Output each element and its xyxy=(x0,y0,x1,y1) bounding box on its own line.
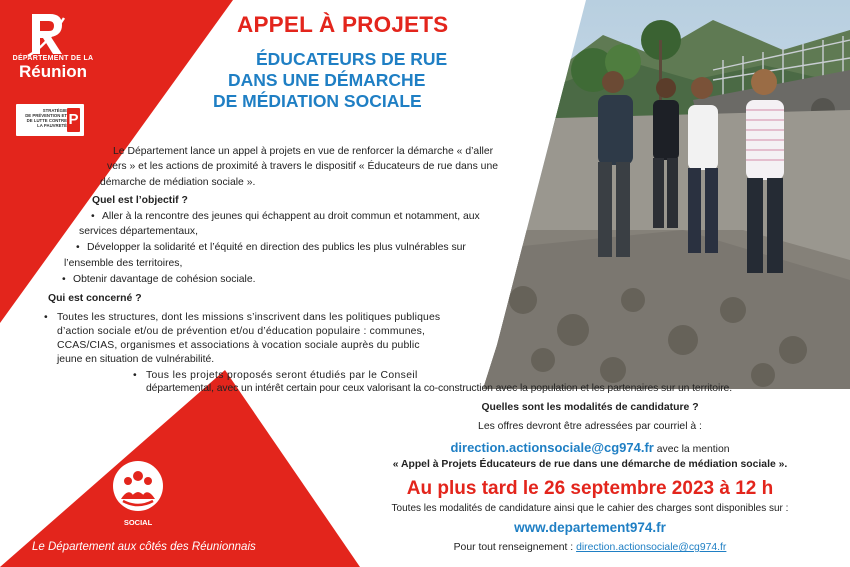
street-educators-photo xyxy=(483,0,850,389)
application-deadline: Au plus tard le 26 septembre 2023 à 12 h xyxy=(406,478,774,499)
departement-r-logo-icon xyxy=(26,10,66,58)
page-title: APPEL À PROJETS xyxy=(237,12,449,37)
bullet-icon: • xyxy=(91,211,95,222)
intro-line-2: vers » et les actions de proximité à travers le dispositif « Éducateurs de rue dans une xyxy=(107,161,499,172)
tagline: Le Département aux côtés des Réunionnais xyxy=(32,541,256,553)
application-heading: Quelles sont les modalités de candidature ? xyxy=(481,402,699,413)
social-family-icon xyxy=(113,461,163,511)
application-line-1: Les offres devront être adressées par courriel à : xyxy=(478,421,702,432)
concerned-item-1-line-4: jeune en situation de vulnérabilité. xyxy=(57,354,215,365)
objective-heading: Quel est l’objectif ? xyxy=(92,195,188,206)
badge-p-mark: P xyxy=(67,108,80,132)
bullet-icon: • xyxy=(44,312,48,323)
bottom-red-triangle xyxy=(0,370,360,567)
badge-line3: DE LUTTE CONTRE xyxy=(26,118,67,124)
contact-line xyxy=(360,542,820,553)
subtitle-line-2: DANS UNE DÉMARCHE xyxy=(228,70,426,90)
bullet-icon: • xyxy=(133,370,137,381)
concerned-item-1-line-1: Toutes les structures, dont les missions s’inscrivent dans les politiques publiques xyxy=(57,312,441,323)
objective-item-2-line-1: Développer la solidarité et l’équité en direction des publics les plus vulnérables sur xyxy=(87,242,466,253)
concerned-item-1-line-2: d’action sociale et/ou de prévention et/ou d’éducation populaire : communes, xyxy=(57,326,426,337)
subtitle-line-1: ÉDUCATEURS DE RUE xyxy=(256,49,448,69)
badge-line4: LA PAUVRETÉ xyxy=(37,123,67,129)
subtitle-line-3: DE MÉDIATION SOCIALE xyxy=(213,91,422,111)
objective-item-1-line-2: services départementaux, xyxy=(79,226,198,237)
badge-text xyxy=(19,108,67,129)
email-suffix: avec la mention xyxy=(653,444,730,455)
intro-line-3: démarche de médiation sociale ». xyxy=(100,177,256,188)
website-link[interactable]: www.departement974.fr xyxy=(514,520,666,535)
contact-prefix: Pour tout renseignement : xyxy=(453,542,577,553)
contact-email-link[interactable]: direction.actionsociale@cg974.fr xyxy=(576,542,727,553)
social-label: SOCIAL xyxy=(123,518,153,527)
bullet-icon: • xyxy=(76,242,80,253)
poverty-strategy-badge xyxy=(16,104,84,136)
bullet-icon: • xyxy=(62,274,66,285)
concerned-item-1-line-3: CCAS/CIAS, organismes et associations à vocation sociale auprès du public xyxy=(57,340,420,351)
logo-line1: DÉPARTEMENT DE LA xyxy=(12,55,94,62)
objective-item-3-line-1: Obtenir davantage de cohésion sociale. xyxy=(73,274,256,285)
departement-logo-text xyxy=(8,55,98,80)
objective-item-1-line-1: Aller à la rencontre des jeunes qui échappent au droit commun et notamment, aux xyxy=(102,211,480,222)
objective-item-2-line-2: l’ensemble des territoires, xyxy=(64,258,183,269)
badge-line2: DE PRÉVENTION ET xyxy=(25,113,67,119)
badge-line1: STRATÉGIE xyxy=(42,108,67,113)
concerned-item-2-line-2: départemental, avec un intérêt certain pour ceux valorisant la co-construction avec la population et les partenaires sur un territoire. xyxy=(146,383,733,394)
email-line xyxy=(360,440,820,455)
intro-line-1: Le Département lance un appel à projets en vue de renforcer la démarche « d’aller xyxy=(113,146,494,157)
application-mention: « Appel à Projets Éducateurs de rue dans une démarche de médiation sociale ». xyxy=(392,459,788,470)
concerned-heading: Qui est concerné ? xyxy=(48,293,142,304)
concerned-item-2-line-1: Tous les projets proposés seront étudiés par le Conseil xyxy=(146,370,418,381)
application-email-link[interactable]: direction.actionsociale@cg974.fr xyxy=(450,440,654,455)
application-docs-line: Toutes les modalités de candidature ainsi que le cahier des charges sont disponibles sur : xyxy=(391,503,789,514)
logo-line2: Réunion xyxy=(19,62,87,81)
